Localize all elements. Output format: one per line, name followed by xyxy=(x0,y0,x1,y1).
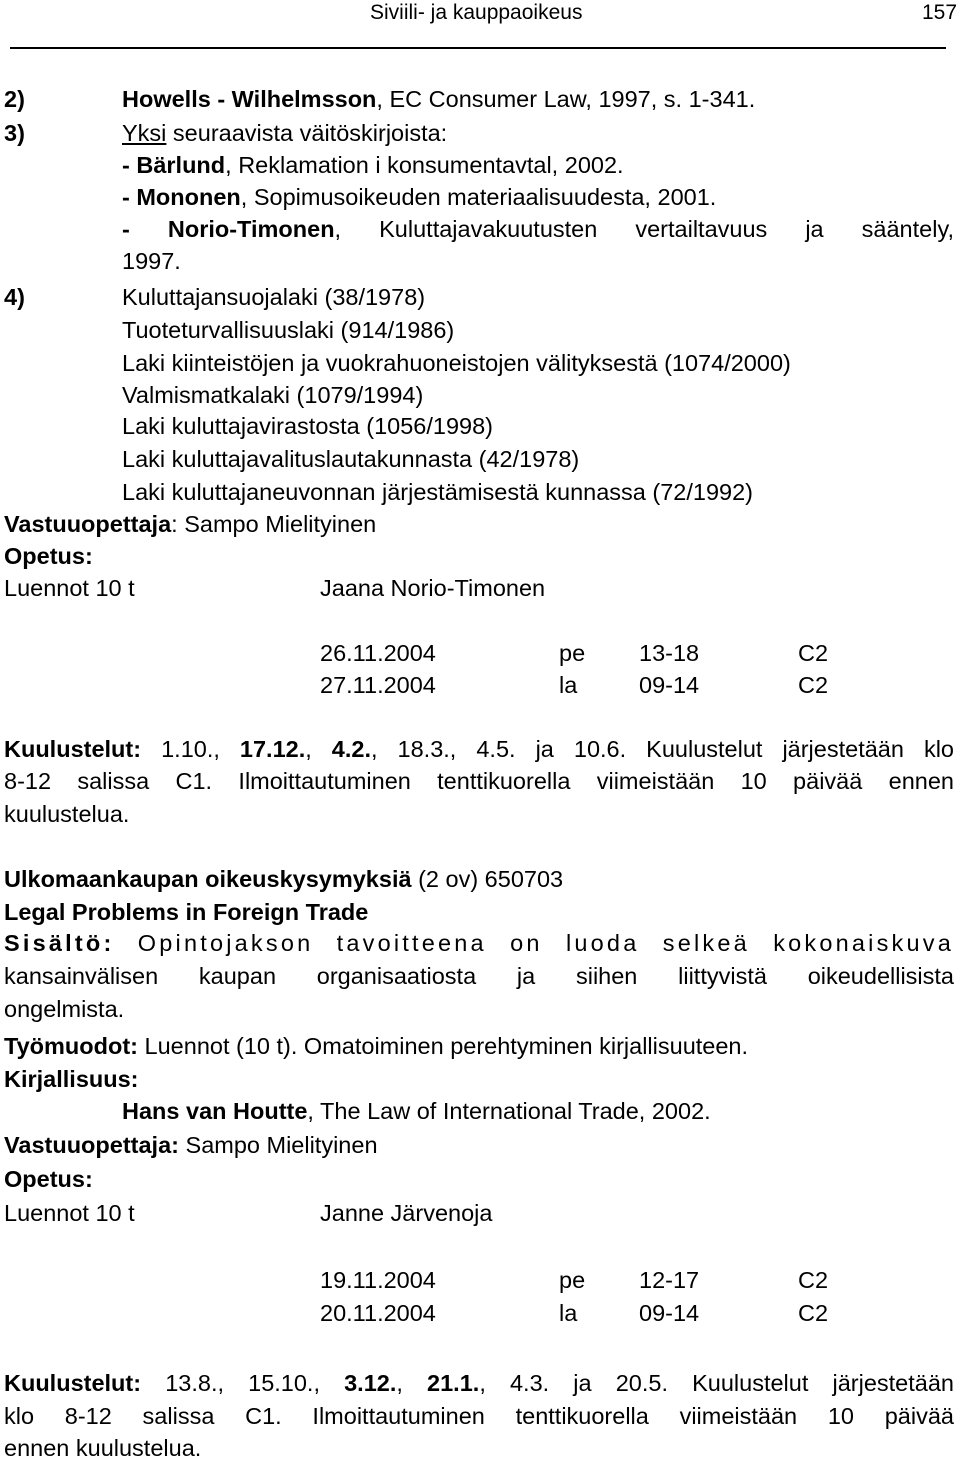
exam-dates xyxy=(4,734,954,764)
lit-underlined-word: Yksi xyxy=(122,120,167,146)
dissertation-title: , Kuluttajavakuutusten vertailtavuus ja sääntely, xyxy=(334,216,954,242)
dissertation-title: , Sopimusoikeuden materiaalisuudesta, 2001. xyxy=(240,184,717,210)
responsible-teacher xyxy=(4,509,376,539)
dissertation-item xyxy=(122,150,624,180)
law-item: Laki kuluttajaneuvonnan järjestämisestä kunnassa (72/1992) xyxy=(122,479,753,505)
exam-text: , 4.3. ja 20.5. Kuulustelut järjestetään xyxy=(479,1370,954,1396)
lecture-hours: Luennot 10 t xyxy=(4,1200,135,1226)
session-date: 27.11.2004 xyxy=(320,672,436,698)
dissertation-author: - Bärlund xyxy=(122,152,226,178)
dissertation-item xyxy=(122,182,716,212)
exam-dates xyxy=(4,1368,954,1398)
content-text-line: kansainvälisen kaupan organisaatiosta ja siihen liittyvistä oikeudellisista xyxy=(4,963,954,989)
session-time: 12-17 xyxy=(639,1267,700,1293)
page-number: 157 xyxy=(922,1,958,24)
content-label: Sisältö: xyxy=(4,930,115,956)
exam-text: , xyxy=(305,736,332,762)
dissertation-title: , Reklamation i konsumentavtal, 2002. xyxy=(225,152,624,178)
exams-label: Kuulustelut: xyxy=(4,1370,142,1396)
session-room: C2 xyxy=(798,672,829,698)
lit-author: Howells - Wilhelmsson xyxy=(122,86,377,112)
running-header-title: Siviili- ja kauppaoikeus xyxy=(370,1,583,24)
lit-title: seuraavista väitöskirjoista: xyxy=(166,120,448,146)
exam-text: , 18.3., 4.5. ja 10.6. Kuulustelut järjestetään klo xyxy=(371,736,954,762)
literature-label: Kirjallisuus: xyxy=(4,1066,139,1092)
responsible-name: : Sampo Mielityinen xyxy=(171,511,377,537)
dissertation-year: 1997. xyxy=(122,248,181,274)
exam-date-bold: 4.2. xyxy=(331,736,371,762)
responsible-label: Vastuuopettaja: xyxy=(4,1132,179,1158)
lit-title: , The Law of International Trade, 2002. xyxy=(307,1098,711,1124)
session-date: 26.11.2004 xyxy=(320,640,436,666)
exam-text: 13.8., 15.10., xyxy=(141,1370,345,1396)
law-item: Valmismatkalaki (1079/1994) xyxy=(122,382,424,408)
session-time: 13-18 xyxy=(639,640,700,666)
session-date: 20.11.2004 xyxy=(320,1300,436,1326)
exam-text-line: 8-12 salissa C1. Ilmoittautuminen tenttikuorella viimeistään 10 päivää ennen xyxy=(4,768,954,794)
session-day: pe xyxy=(559,640,586,666)
responsible-teacher xyxy=(4,1130,378,1160)
lit-item-number: 3) xyxy=(4,120,25,146)
content-text-line: ongelmista. xyxy=(4,996,125,1022)
exam-date-bold: 17.12. xyxy=(239,736,306,762)
session-day: la xyxy=(559,672,578,698)
lit-item-number: 4) xyxy=(4,284,25,310)
law-item: Laki kiinteistöjen ja vuokrahuoneistojen välityksestä (1074/2000) xyxy=(122,350,791,376)
course-name: Ulkomaankaupan oikeuskysymyksiä xyxy=(4,866,412,892)
law-item: Tuoteturvallisuuslaki (914/1986) xyxy=(122,317,455,343)
session-day: pe xyxy=(559,1267,586,1293)
exam-text: , xyxy=(396,1370,428,1396)
work-methods xyxy=(4,1031,748,1061)
exam-text-line: ennen kuulustelua. xyxy=(4,1435,202,1461)
exam-text: 1.10., xyxy=(141,736,240,762)
course-title xyxy=(4,864,563,894)
work-text: Luennot (10 t). Omatoiminen perehtyminen kirjallisuuteen. xyxy=(138,1033,749,1059)
responsible-name: Sampo Mielityinen xyxy=(178,1132,378,1158)
session-time: 09-14 xyxy=(639,1300,700,1326)
course-title-english: Legal Problems in Foreign Trade xyxy=(4,899,369,925)
law-item: Kuluttajansuojalaki (38/1978) xyxy=(122,284,426,310)
lit-item-number: 2) xyxy=(4,86,25,112)
work-label: Työmuodot: xyxy=(4,1033,139,1059)
session-room: C2 xyxy=(798,1267,829,1293)
lit-item-text xyxy=(122,118,447,148)
course-credits-code: (2 ov) 650703 xyxy=(411,866,564,892)
exam-date-bold: 21.1. xyxy=(427,1370,480,1396)
lecturer-name: Jaana Norio-Timonen xyxy=(320,575,546,601)
teaching-label: Opetus: xyxy=(4,1166,93,1192)
lecturer-name: Janne Järvenoja xyxy=(320,1200,493,1226)
lit-author: Hans van Houtte xyxy=(122,1098,308,1124)
law-item: Laki kuluttajavalituslautakunnasta (42/1978) xyxy=(122,446,580,472)
lit-item-text xyxy=(122,84,755,114)
teaching-label: Opetus: xyxy=(4,543,93,569)
law-item: Laki kuluttajavirastosta (1056/1998) xyxy=(122,413,493,439)
dissertation-item xyxy=(122,214,954,244)
responsible-label: Vastuuopettaja xyxy=(4,511,172,537)
lit-title: , EC Consumer Law, 1997, s. 1-341. xyxy=(376,86,756,112)
exam-date-bold: 3.12. xyxy=(344,1370,397,1396)
session-room: C2 xyxy=(798,1300,829,1326)
exams-label: Kuulustelut: xyxy=(4,736,142,762)
header-divider xyxy=(10,47,946,49)
exam-text-line: kuulustelua. xyxy=(4,801,130,827)
session-room: C2 xyxy=(798,640,829,666)
session-time: 09-14 xyxy=(639,672,700,698)
content-text: Opintojakson tavoitteena on luoda selkeä kokonaiskuva xyxy=(114,930,954,956)
session-date: 19.11.2004 xyxy=(320,1267,436,1293)
literature-item xyxy=(122,1096,711,1126)
course-content xyxy=(4,928,954,958)
dissertation-author: - Mononen xyxy=(122,184,241,210)
lecture-hours: Luennot 10 t xyxy=(4,575,135,601)
exam-text-line: klo 8-12 salissa C1. Ilmoittautuminen tenttikuorella viimeistään 10 päivää xyxy=(4,1403,954,1429)
session-day: la xyxy=(559,1300,578,1326)
dissertation-author: - Norio-Timonen xyxy=(122,216,335,242)
